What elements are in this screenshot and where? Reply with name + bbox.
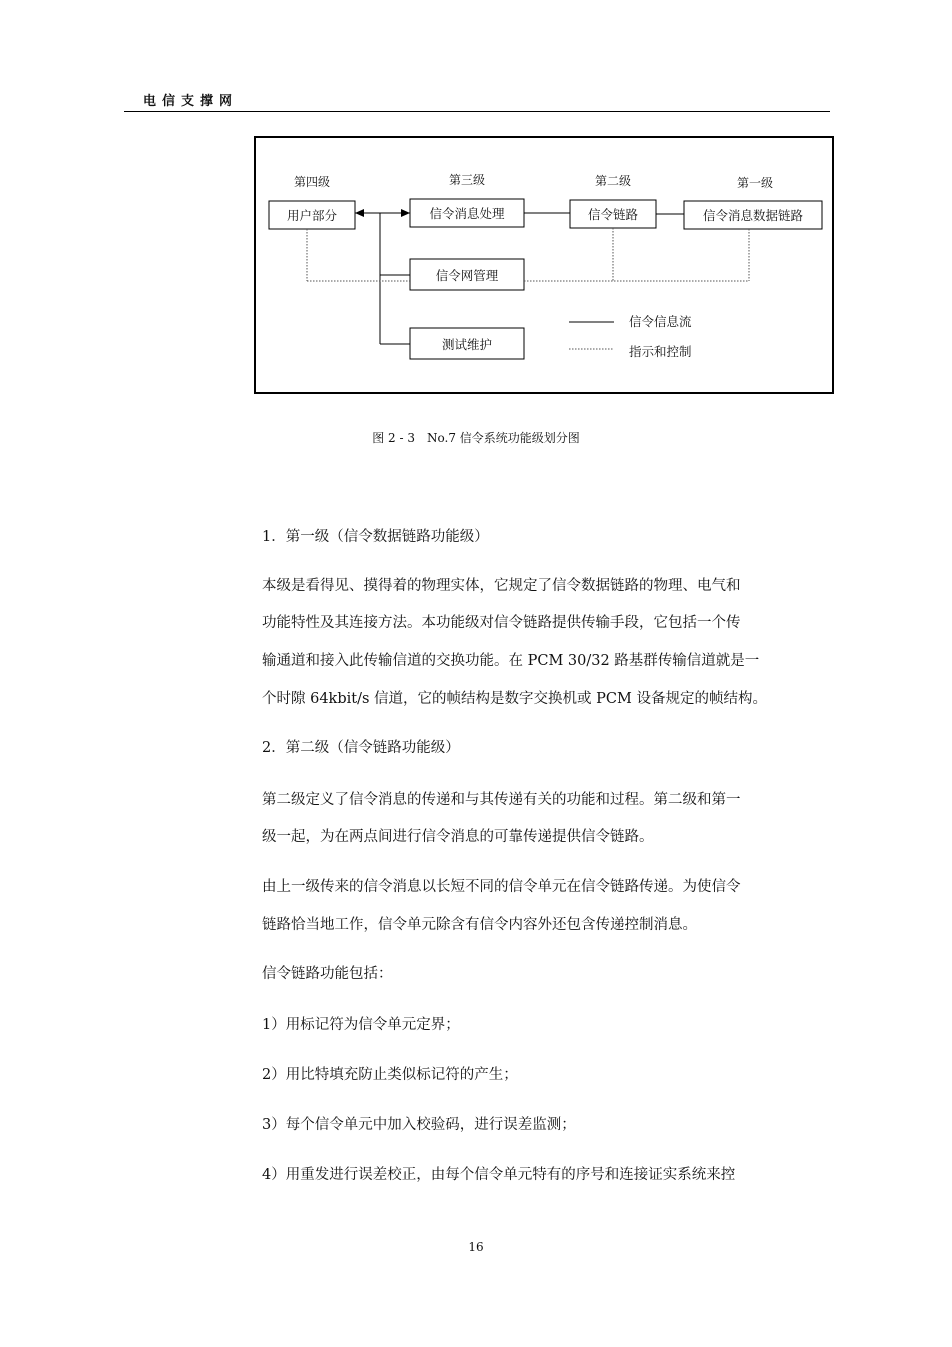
legend [569,314,692,359]
list-item: 2）用比特填充防止类似标记符的产生； [262,1067,518,1083]
paragraph-line: 功能特性及其连接方法。本功能级对信令链路提供传输手段，它包括一个传 [262,615,741,631]
paragraph-line: 链路恰当地工作，信令单元除含有信令内容外还包含传递控制消息。 [262,917,697,933]
level1-label: 第一级 [736,176,774,190]
level2-label: 第二级 [594,174,632,188]
box-network-management-label: 信令网管理 [435,268,499,283]
box-data-link-label: 信令消息数据链路 [702,208,804,223]
box-signalling-link [570,200,656,228]
list-item: 1）用标记符为信令单元定界； [262,1017,460,1033]
box-message-processing-label: 信令消息处理 [429,206,505,221]
list-item: 4）用重发进行误差校正，由每个信令单元特有的序号和连接证实系统来控 [262,1167,736,1183]
figure-frame [254,136,834,394]
figure-caption: 图 2 - 3 No.7 信令系统功能级划分图 [372,431,580,445]
paragraph-line: 输通道和接入此传输信道的交换功能。在 PCM 30/32 路基群传输信道就是一 [262,653,760,669]
page-number: 16 [468,1240,484,1254]
paragraph-line: 个时隙 64kbit/s 信道，它的帧结构是数字交换机或 PCM 设备规定的帧结构。 [262,691,767,707]
box-network-management [410,259,524,290]
control-lines [307,228,749,281]
level4-label: 第四级 [293,175,331,189]
box-signalling-link-label: 信令链路 [587,207,639,222]
box-message-processing [410,199,524,227]
paragraph-line: 第二级定义了信令消息的传递和与其传递有关的功能和过程。第二级和第一 [262,792,741,808]
header-title: 电信支撑网 [143,94,239,109]
function-level-diagram [256,138,836,396]
box-user-part-label: 用户部分 [286,208,338,223]
paragraph-line: 本级是看得见、摸得着的物理实体，它规定了信令数据链路的物理、电气和 [262,578,741,594]
level3-label: 第三级 [448,173,486,187]
legend-solid-label: 信令信息流 [629,314,692,329]
list-item: 3）每个信令单元中加入校验码，进行误差监测； [262,1117,576,1133]
box-data-link [684,201,822,229]
paragraph-line: 由上一级传来的信令消息以长短不同的信令单元在信令链路传递。为使信令 [262,879,741,895]
legend-dotted-label: 指示和控制 [629,344,692,359]
header-rule [124,111,830,112]
heading-level1: 1．第一级（信令数据链路功能级） [262,529,489,545]
paragraph-functions-intro: 信令链路功能包括： [262,966,393,982]
box-test-maintenance [410,328,524,359]
box-user-part [269,201,355,229]
paragraph-line: 级一起，为在两点间进行信令消息的可靠传递提供信令链路。 [262,829,654,845]
heading-level2: 2．第二级（信令链路功能级） [262,740,460,756]
box-test-maintenance-label: 测试维护 [441,337,493,352]
